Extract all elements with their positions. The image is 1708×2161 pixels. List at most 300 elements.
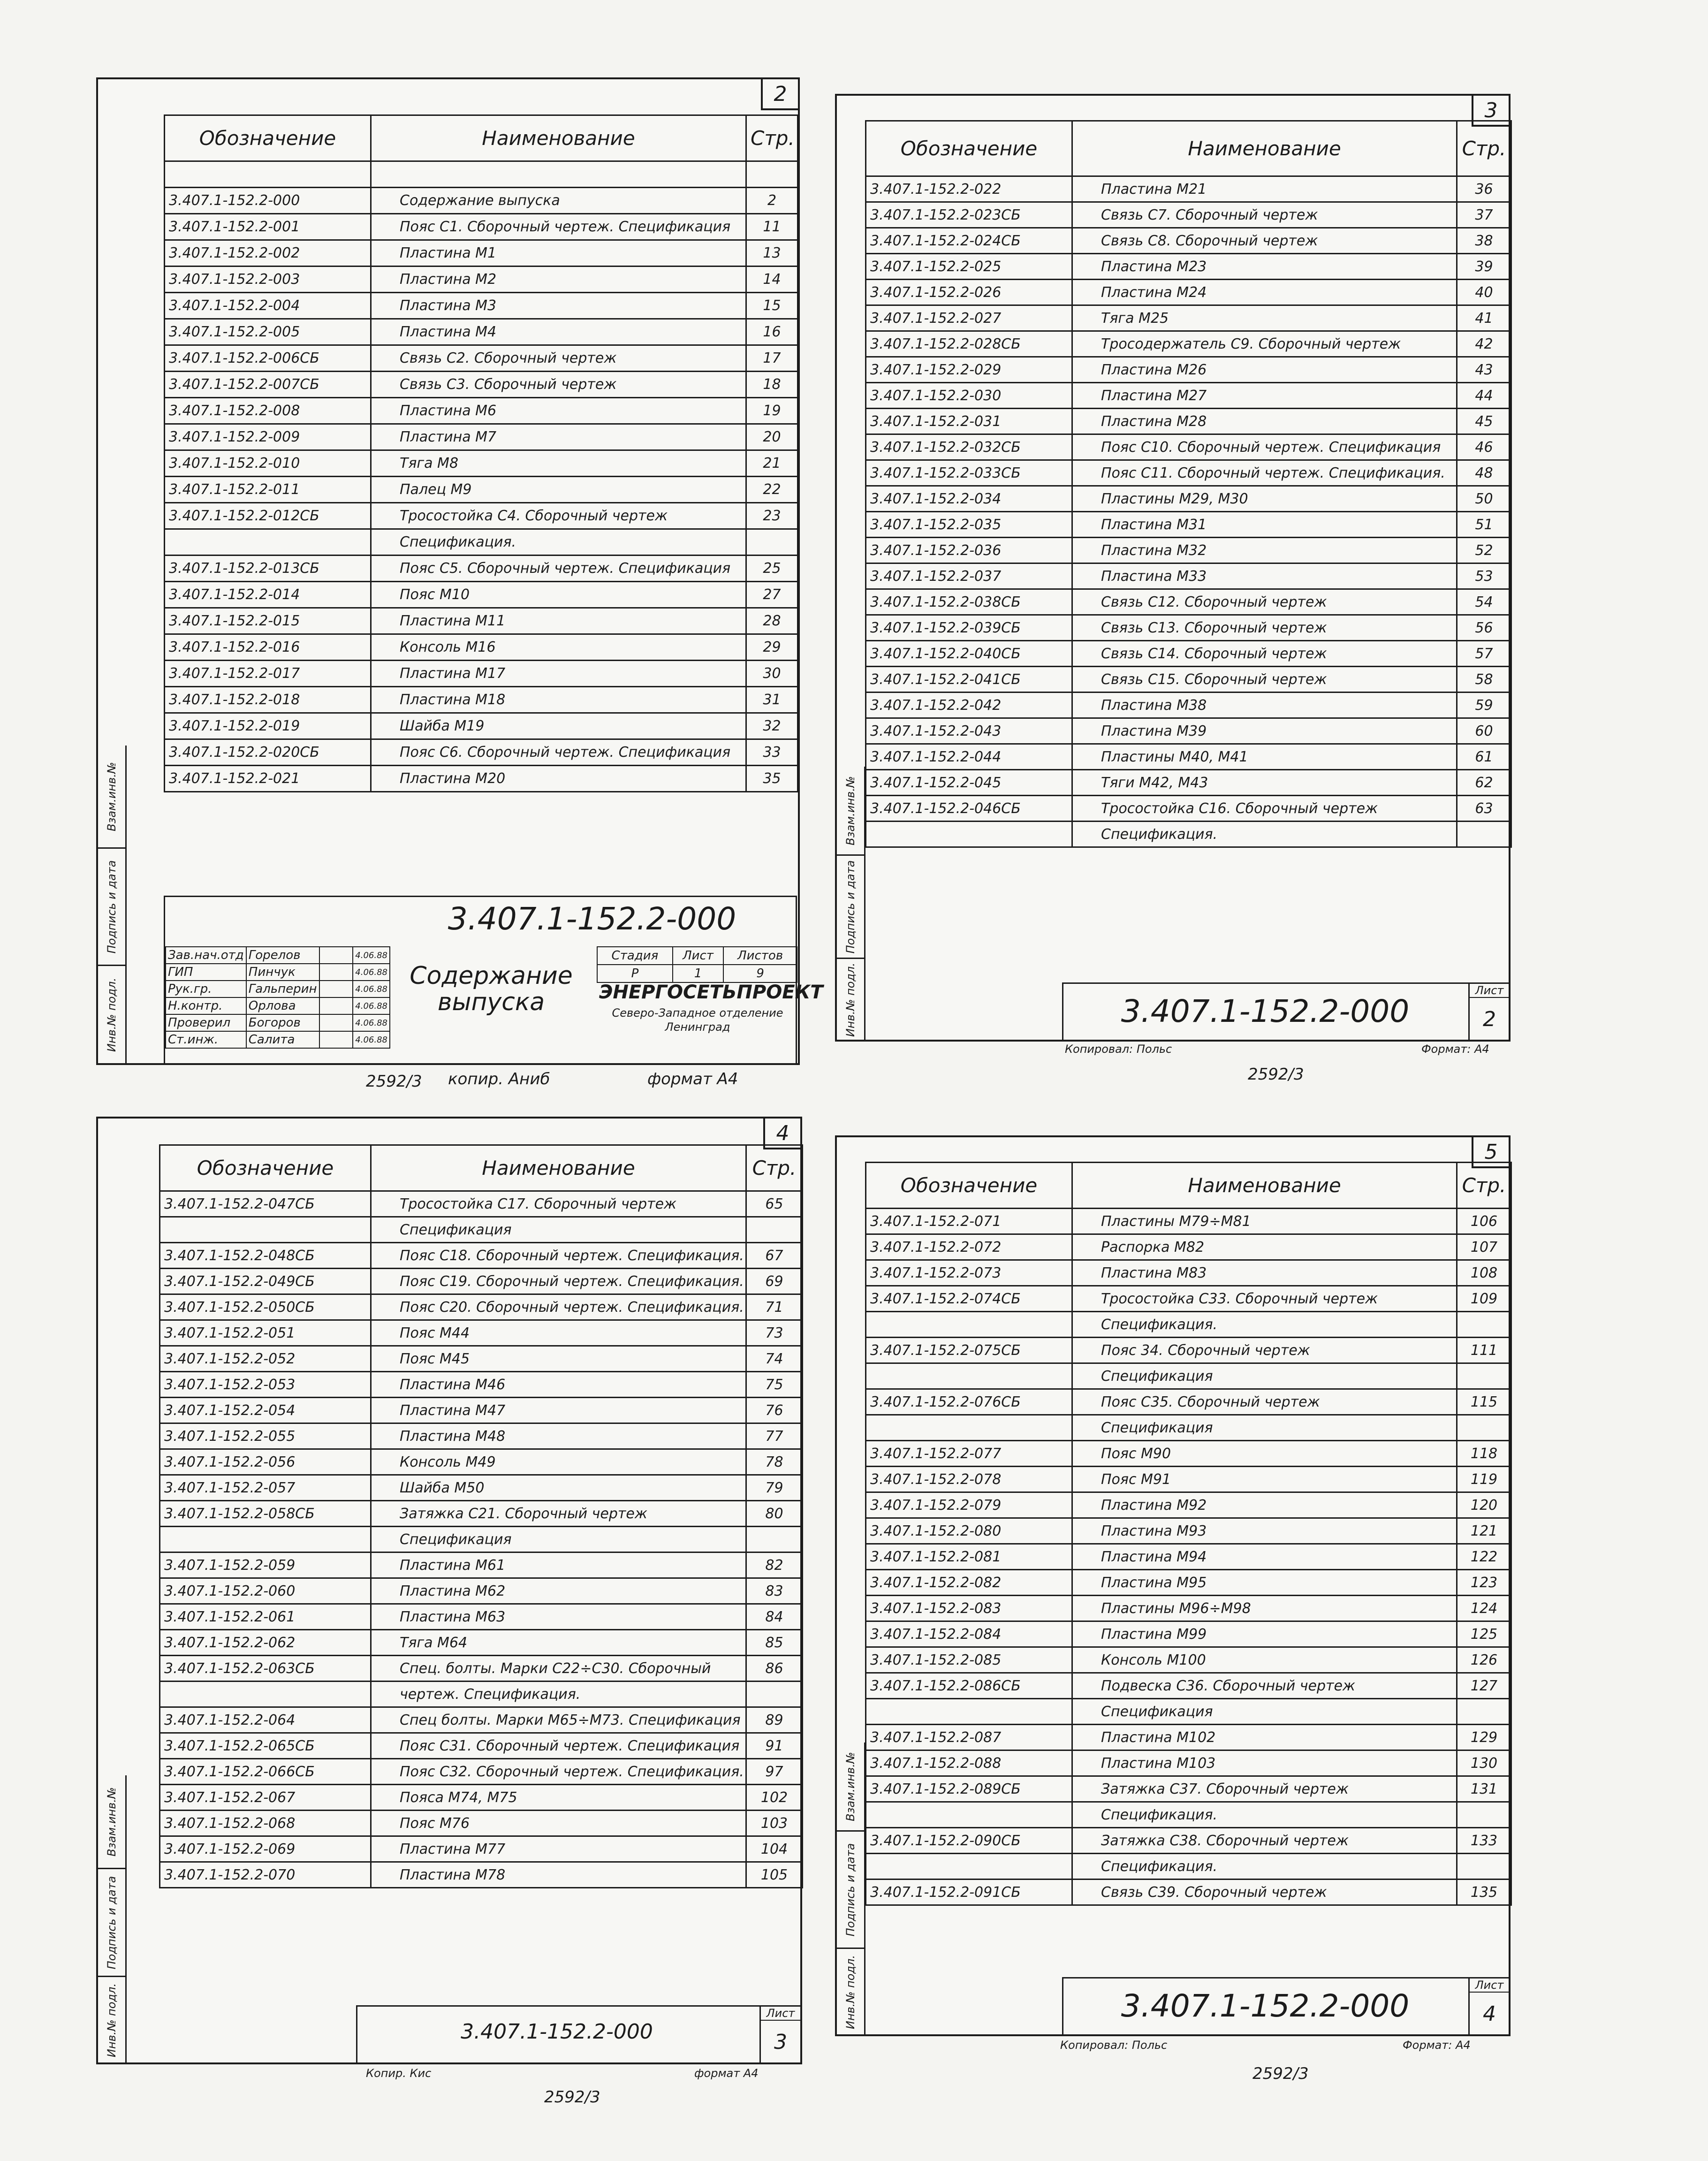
order-number: 2592/3 <box>1248 1065 1304 1084</box>
table-row <box>866 1363 1511 1389</box>
row-name: Пластина М102 <box>1072 1725 1457 1750</box>
row-code <box>866 1415 1072 1441</box>
table-row <box>866 1621 1511 1647</box>
row-page <box>746 529 798 555</box>
row-name: Пластина М11 <box>371 608 746 634</box>
row-page: 14 <box>746 266 798 293</box>
margin-sign: Подпись и дата <box>98 1869 125 1977</box>
row-code: 3.407.1-152.2-006СБ <box>165 345 371 372</box>
row-name: Связь С8. Сборочный чертеж <box>1072 228 1457 254</box>
row-code <box>866 1699 1072 1725</box>
row-code: 3.407.1-152.2-000 <box>165 188 371 214</box>
row-name: Пластина М62 <box>371 1578 746 1604</box>
row-code: 3.407.1-152.2-042 <box>866 692 1072 718</box>
row-page: 89 <box>746 1707 803 1733</box>
stamp-code: 3.407.1-152.2-000 <box>1121 993 1410 1029</box>
row-code: 3.407.1-152.2-014 <box>165 582 371 608</box>
row-page: 121 <box>1457 1518 1511 1544</box>
sheet-4 <box>835 1135 1511 2036</box>
signature-cell <box>319 964 353 981</box>
row-code: 3.407.1-152.2-082 <box>866 1570 1072 1596</box>
row-name: Пластина М39 <box>1072 718 1457 744</box>
row-code: 3.407.1-152.2-043 <box>866 718 1072 744</box>
row-page <box>746 1682 803 1707</box>
row-name: Пояс М45 <box>371 1346 746 1372</box>
row-name: Спецификация <box>371 1217 746 1243</box>
row-name: Пластина М77 <box>371 1836 746 1862</box>
row-page: 77 <box>746 1423 803 1449</box>
row-name: Связь С2. Сборочный чертеж <box>371 345 746 372</box>
margin-vzam: Взам.инв.№ <box>837 767 864 856</box>
row-code: 3.407.1-152.2-089СБ <box>866 1776 1072 1802</box>
table-row <box>160 1759 803 1785</box>
signer-row <box>166 1031 390 1048</box>
row-name: Пояс М76 <box>371 1811 746 1836</box>
row-page: 56 <box>1457 615 1511 641</box>
sheet-3 <box>96 1117 802 2064</box>
row-name: Пластины М79÷М81 <box>1072 1209 1457 1234</box>
row-name: Палец М9 <box>371 477 746 503</box>
copy-label: копир. Аниб <box>448 1070 550 1088</box>
table-row <box>165 634 798 661</box>
toc-table <box>159 1144 803 1888</box>
row-page: 33 <box>746 739 798 766</box>
stamp-code: 3.407.1-152.2-000 <box>1121 1988 1410 2024</box>
table-row <box>866 796 1511 822</box>
table-row <box>165 266 798 293</box>
table-row <box>160 1733 803 1759</box>
row-page: 102 <box>746 1785 803 1811</box>
row-name: Тросодержатель С9. Сборочный чертеж <box>1072 331 1457 357</box>
table-row <box>160 1475 803 1501</box>
row-code: 3.407.1-152.2-091СБ <box>866 1879 1072 1905</box>
row-name: Тросостойка С17. Сборочный чертеж <box>371 1191 746 1217</box>
row-name: Пояс С5. Сборочный чертеж. Спецификация <box>371 555 746 582</box>
margin-sign: Подпись и дата <box>98 849 125 966</box>
row-page: 104 <box>746 1836 803 1862</box>
row-page: 135 <box>1457 1879 1511 1905</box>
row-page: 76 <box>746 1398 803 1423</box>
row-code: 3.407.1-152.2-004 <box>165 293 371 319</box>
table-row <box>165 214 798 240</box>
row-name: Пластина М3 <box>371 293 746 319</box>
table-row <box>165 555 798 582</box>
page-number: 2 <box>761 77 800 110</box>
row-name: Тяги М42, М43 <box>1072 770 1457 796</box>
signer-role: Проверил <box>166 1014 246 1031</box>
row-page: 82 <box>746 1552 803 1578</box>
table-row <box>160 1191 803 1217</box>
toc-table <box>865 1162 1512 1906</box>
row-page: 41 <box>1457 305 1511 331</box>
row-page <box>1457 1312 1511 1338</box>
table-row <box>866 770 1511 796</box>
row-name: Пояс С11. Сборочный чертеж. Спецификация. <box>1072 460 1457 486</box>
row-code: 3.407.1-152.2-029 <box>866 357 1072 383</box>
table-row <box>866 1673 1511 1699</box>
row-page: 29 <box>746 634 798 661</box>
row-name: Связь С12. Сборочный чертеж <box>1072 589 1457 615</box>
col-page-header: Стр. <box>746 1145 803 1191</box>
row-name: Затяжка С21. Сборочный чертеж <box>371 1501 746 1527</box>
signer-row <box>166 964 390 981</box>
row-page: 80 <box>746 1501 803 1527</box>
row-page: 40 <box>1457 280 1511 305</box>
title-block <box>356 2005 802 2064</box>
col-code-header: Обозначение <box>165 115 371 161</box>
table-row <box>165 293 798 319</box>
row-name: Пластина М95 <box>1072 1570 1457 1596</box>
title-block <box>1062 982 1511 1042</box>
table-row <box>160 1423 803 1449</box>
row-page: 71 <box>746 1294 803 1320</box>
table-row <box>160 1785 803 1811</box>
table-row <box>160 1320 803 1346</box>
row-page: 97 <box>746 1759 803 1785</box>
table-row <box>866 357 1511 383</box>
table-row <box>165 582 798 608</box>
row-name: Консоль М16 <box>371 634 746 661</box>
row-code: 3.407.1-152.2-069 <box>160 1836 371 1862</box>
signers-grid <box>165 946 390 1049</box>
table-row <box>866 718 1511 744</box>
row-page <box>746 1217 803 1243</box>
row-code <box>866 1363 1072 1389</box>
table-row <box>866 176 1511 202</box>
row-code: 3.407.1-152.2-087 <box>866 1725 1072 1750</box>
table-row <box>165 503 798 529</box>
row-code: 3.407.1-152.2-056 <box>160 1449 371 1475</box>
row-code: 3.407.1-152.2-017 <box>165 661 371 687</box>
row-page: 11 <box>746 214 798 240</box>
row-name: Консоль М100 <box>1072 1647 1457 1673</box>
row-name: Пояс С6. Сборочный чертеж. Спецификация <box>371 739 746 766</box>
row-code <box>866 1854 1072 1879</box>
row-code: 3.407.1-152.2-026 <box>866 280 1072 305</box>
row-page: 48 <box>1457 460 1511 486</box>
row-page: 106 <box>1457 1209 1511 1234</box>
row-code: 3.407.1-152.2-033СБ <box>866 460 1072 486</box>
signer-date: 4.06.88 <box>353 997 390 1014</box>
row-page: 79 <box>746 1475 803 1501</box>
row-name: Пояс С31. Сборочный чертеж. Спецификация <box>371 1733 746 1759</box>
signer-name: Гальперин <box>246 981 319 997</box>
row-code <box>866 1802 1072 1828</box>
table-row <box>160 1269 803 1294</box>
table-row <box>866 1312 1511 1338</box>
signer-name: Салита <box>246 1031 319 1048</box>
col-name-header: Наименование <box>1072 1163 1457 1209</box>
row-code: 3.407.1-152.2-001 <box>165 214 371 240</box>
row-name: Пластина М6 <box>371 398 746 424</box>
row-page: 78 <box>746 1449 803 1475</box>
sheet-value: 3 <box>774 2030 787 2054</box>
row-code: 3.407.1-152.2-012СБ <box>165 503 371 529</box>
row-page: 105 <box>746 1862 803 1888</box>
row-name: Пластины М96÷М98 <box>1072 1596 1457 1621</box>
page-number: 3 <box>1472 94 1511 127</box>
row-code: 3.407.1-152.2-008 <box>165 398 371 424</box>
toc-body <box>866 176 1511 847</box>
stamp-title: Содержание выпуска <box>410 962 573 1016</box>
table-row <box>866 692 1511 718</box>
table-row <box>160 1552 803 1578</box>
row-name: Пластина М20 <box>371 766 746 792</box>
row-name: Пояс С32. Сборочный чертеж. Спецификация. <box>371 1759 746 1785</box>
sheet-2 <box>835 94 1511 1042</box>
row-page <box>1457 1802 1511 1828</box>
table-row <box>866 538 1511 563</box>
row-page: 17 <box>746 345 798 372</box>
row-page: 50 <box>1457 486 1511 512</box>
row-code: 3.407.1-152.2-003 <box>165 266 371 293</box>
table-row <box>160 1243 803 1269</box>
margin-inv: Инв.№ подл. <box>98 1977 125 2064</box>
row-page: 36 <box>1457 176 1511 202</box>
row-page: 51 <box>1457 512 1511 538</box>
row-code: 3.407.1-152.2-068 <box>160 1811 371 1836</box>
row-code: 3.407.1-152.2-031 <box>866 409 1072 434</box>
row-name: Пластина М33 <box>1072 563 1457 589</box>
signer-row <box>166 1014 390 1031</box>
margin-vzam: Взам.инв.№ <box>98 1775 125 1869</box>
row-code: 3.407.1-152.2-085 <box>866 1647 1072 1673</box>
table-row <box>866 1802 1511 1828</box>
signer-date: 4.06.88 <box>353 964 390 981</box>
signature-cell <box>319 981 353 997</box>
row-code: 3.407.1-152.2-032СБ <box>866 434 1072 460</box>
table-row <box>165 372 798 398</box>
row-page: 15 <box>746 293 798 319</box>
table-row <box>165 739 798 766</box>
row-name: Пластина М1 <box>371 240 746 266</box>
copy-label: Копировал: Польс <box>1065 1042 1172 1056</box>
row-code: 3.407.1-152.2-075СБ <box>866 1338 1072 1363</box>
table-row <box>160 1527 803 1552</box>
table-row <box>160 1372 803 1398</box>
table-row <box>165 713 798 739</box>
row-name: Спецификация. <box>1072 822 1457 847</box>
signer-name: Горелов <box>246 947 319 964</box>
table-row <box>160 1501 803 1527</box>
row-code: 3.407.1-152.2-039СБ <box>866 615 1072 641</box>
org-name: ЭНЕРГОСЕТЬПРОЕКТ <box>599 982 823 1003</box>
title-block <box>164 896 823 1065</box>
row-code: 3.407.1-152.2-053 <box>160 1372 371 1398</box>
margin-strip <box>837 1742 865 2036</box>
row-name: Пластина М7 <box>371 424 746 450</box>
table-row <box>866 1209 1511 1234</box>
signature-cell <box>319 1031 353 1048</box>
stage-value: Р <box>597 965 673 982</box>
signer-date: 4.06.88 <box>353 981 390 997</box>
row-name: Содержание выпуска <box>371 188 746 214</box>
row-name: Пластина М92 <box>1072 1492 1457 1518</box>
row-name: Спец. болты. Марки С22÷С30. Сборочный <box>371 1656 746 1682</box>
row-name: Пластина М17 <box>371 661 746 687</box>
row-name: Пояс С10. Сборочный чертеж. Спецификация <box>1072 434 1457 460</box>
row-code: 3.407.1-152.2-005 <box>165 319 371 345</box>
row-page: 57 <box>1457 641 1511 667</box>
row-name: Пластина М47 <box>371 1398 746 1423</box>
table-row <box>866 1492 1511 1518</box>
row-page: 119 <box>1457 1467 1511 1492</box>
row-page: 133 <box>1457 1828 1511 1854</box>
row-name: Пластина М2 <box>371 266 746 293</box>
sheet-1 <box>96 77 823 1065</box>
table-row <box>165 687 798 713</box>
row-code: 3.407.1-152.2-071 <box>866 1209 1072 1234</box>
row-name: Пластина М103 <box>1072 1750 1457 1776</box>
row-name: Пластина М48 <box>371 1423 746 1449</box>
row-code <box>160 1217 371 1243</box>
row-page: 58 <box>1457 667 1511 692</box>
row-name: Связь С15. Сборочный чертеж <box>1072 667 1457 692</box>
format-label: формат А4 <box>694 2067 759 2080</box>
row-code: 3.407.1-152.2-007СБ <box>165 372 371 398</box>
sheet-value: 2 <box>1483 1007 1496 1031</box>
table-row <box>160 1682 803 1707</box>
row-page: 39 <box>1457 254 1511 280</box>
row-code: 3.407.1-152.2-037 <box>866 563 1072 589</box>
row-name: Пояс М44 <box>371 1320 746 1346</box>
title-block <box>1062 1977 1511 2036</box>
row-code <box>866 822 1072 847</box>
row-code: 3.407.1-152.2-055 <box>160 1423 371 1449</box>
row-code: 3.407.1-152.2-062 <box>160 1630 371 1656</box>
row-page: 61 <box>1457 744 1511 770</box>
row-name: Пластина М23 <box>1072 254 1457 280</box>
row-page: 43 <box>1457 357 1511 383</box>
table-row <box>866 744 1511 770</box>
row-code: 3.407.1-152.2-080 <box>866 1518 1072 1544</box>
row-name: Пластина М99 <box>1072 1621 1457 1647</box>
row-page: 111 <box>1457 1338 1511 1363</box>
sheets-value: 9 <box>723 965 797 982</box>
table-row <box>165 608 798 634</box>
table-row <box>866 1415 1511 1441</box>
row-page: 130 <box>1457 1750 1511 1776</box>
table-row <box>866 228 1511 254</box>
row-page: 18 <box>746 372 798 398</box>
row-page: 25 <box>746 555 798 582</box>
signer-name: Богоров <box>246 1014 319 1031</box>
table-row <box>160 1811 803 1836</box>
signer-date: 4.06.88 <box>353 1014 390 1031</box>
row-page: 13 <box>746 240 798 266</box>
row-code: 3.407.1-152.2-038СБ <box>866 589 1072 615</box>
stamp-code: 3.407.1-152.2-000 <box>461 2020 653 2044</box>
row-page: 45 <box>1457 409 1511 434</box>
row-code: 3.407.1-152.2-081 <box>866 1544 1072 1570</box>
col-code-header: Обозначение <box>866 121 1072 176</box>
row-page: 75 <box>746 1372 803 1398</box>
row-name: Пластина М18 <box>371 687 746 713</box>
signer-role: Ст.инж. <box>166 1031 246 1048</box>
table-row <box>160 1707 803 1733</box>
row-page: 126 <box>1457 1647 1511 1673</box>
row-code: 3.407.1-152.2-036 <box>866 538 1072 563</box>
row-code: 3.407.1-152.2-041СБ <box>866 667 1072 692</box>
row-code <box>160 1527 371 1552</box>
signer-row <box>166 997 390 1014</box>
row-code: 3.407.1-152.2-049СБ <box>160 1269 371 1294</box>
table-row <box>866 1467 1511 1492</box>
table-row <box>866 1699 1511 1725</box>
row-name: Тросостойка С4. Сборочный чертеж <box>371 503 746 529</box>
row-code: 3.407.1-152.2-035 <box>866 512 1072 538</box>
row-page: 19 <box>746 398 798 424</box>
toc-body <box>160 1191 803 1888</box>
row-name: Консоль М49 <box>371 1449 746 1475</box>
row-name: Пояс М91 <box>1072 1467 1457 1492</box>
row-name: Пояс М90 <box>1072 1441 1457 1467</box>
table-row <box>866 1338 1511 1363</box>
row-page <box>1457 1854 1511 1879</box>
table-row <box>866 409 1511 434</box>
table-row <box>866 254 1511 280</box>
row-name: Пластина М61 <box>371 1552 746 1578</box>
table-row <box>866 305 1511 331</box>
row-code: 3.407.1-152.2-016 <box>165 634 371 661</box>
signer-date: 4.06.88 <box>353 947 390 964</box>
row-page: 63 <box>1457 796 1511 822</box>
row-code: 3.407.1-152.2-019 <box>165 713 371 739</box>
row-page: 85 <box>746 1630 803 1656</box>
signature-cell <box>319 997 353 1014</box>
row-code: 3.407.1-152.2-018 <box>165 687 371 713</box>
row-name: Пояс С1. Сборочный чертеж. Спецификация <box>371 214 746 240</box>
table-row <box>866 1854 1511 1879</box>
table-row <box>866 1776 1511 1802</box>
table-row <box>165 240 798 266</box>
table-row <box>866 1389 1511 1415</box>
signer-row <box>166 947 390 964</box>
row-name: Тяга М64 <box>371 1630 746 1656</box>
row-page: 74 <box>746 1346 803 1372</box>
copy-label: Копир. Кис <box>366 2067 432 2080</box>
row-name: Спецификация <box>1072 1363 1457 1389</box>
row-code: 3.407.1-152.2-011 <box>165 477 371 503</box>
toc-table <box>164 114 798 792</box>
row-page: 16 <box>746 319 798 345</box>
row-name: Пояс С18. Сборочный чертеж. Спецификация. <box>371 1243 746 1269</box>
row-page: 32 <box>746 713 798 739</box>
signer-date: 4.06.88 <box>353 1031 390 1048</box>
table-row <box>866 434 1511 460</box>
row-page: 30 <box>746 661 798 687</box>
row-page: 123 <box>1457 1570 1511 1596</box>
order-number: 2592/3 <box>544 2088 600 2107</box>
table-row <box>866 1260 1511 1286</box>
table-row <box>165 450 798 477</box>
row-name: Пластина М93 <box>1072 1518 1457 1544</box>
margin-sign: Подпись и дата <box>837 856 864 959</box>
row-page: 53 <box>1457 563 1511 589</box>
table-row <box>866 667 1511 692</box>
signer-role: Рук.гр. <box>166 981 246 997</box>
signature-cell <box>319 947 353 964</box>
row-name: Пластина М83 <box>1072 1260 1457 1286</box>
table-row <box>866 331 1511 357</box>
col-name-header: Наименование <box>371 1145 746 1191</box>
row-name: Пластина М46 <box>371 1372 746 1398</box>
sheet-box: Лист 2 <box>1468 982 1511 1042</box>
sheet-value: 1 <box>673 965 723 982</box>
row-code: 3.407.1-152.2-070 <box>160 1862 371 1888</box>
table-row <box>160 1862 803 1888</box>
row-name: Пояс С35. Сборочный чертеж <box>1072 1389 1457 1415</box>
